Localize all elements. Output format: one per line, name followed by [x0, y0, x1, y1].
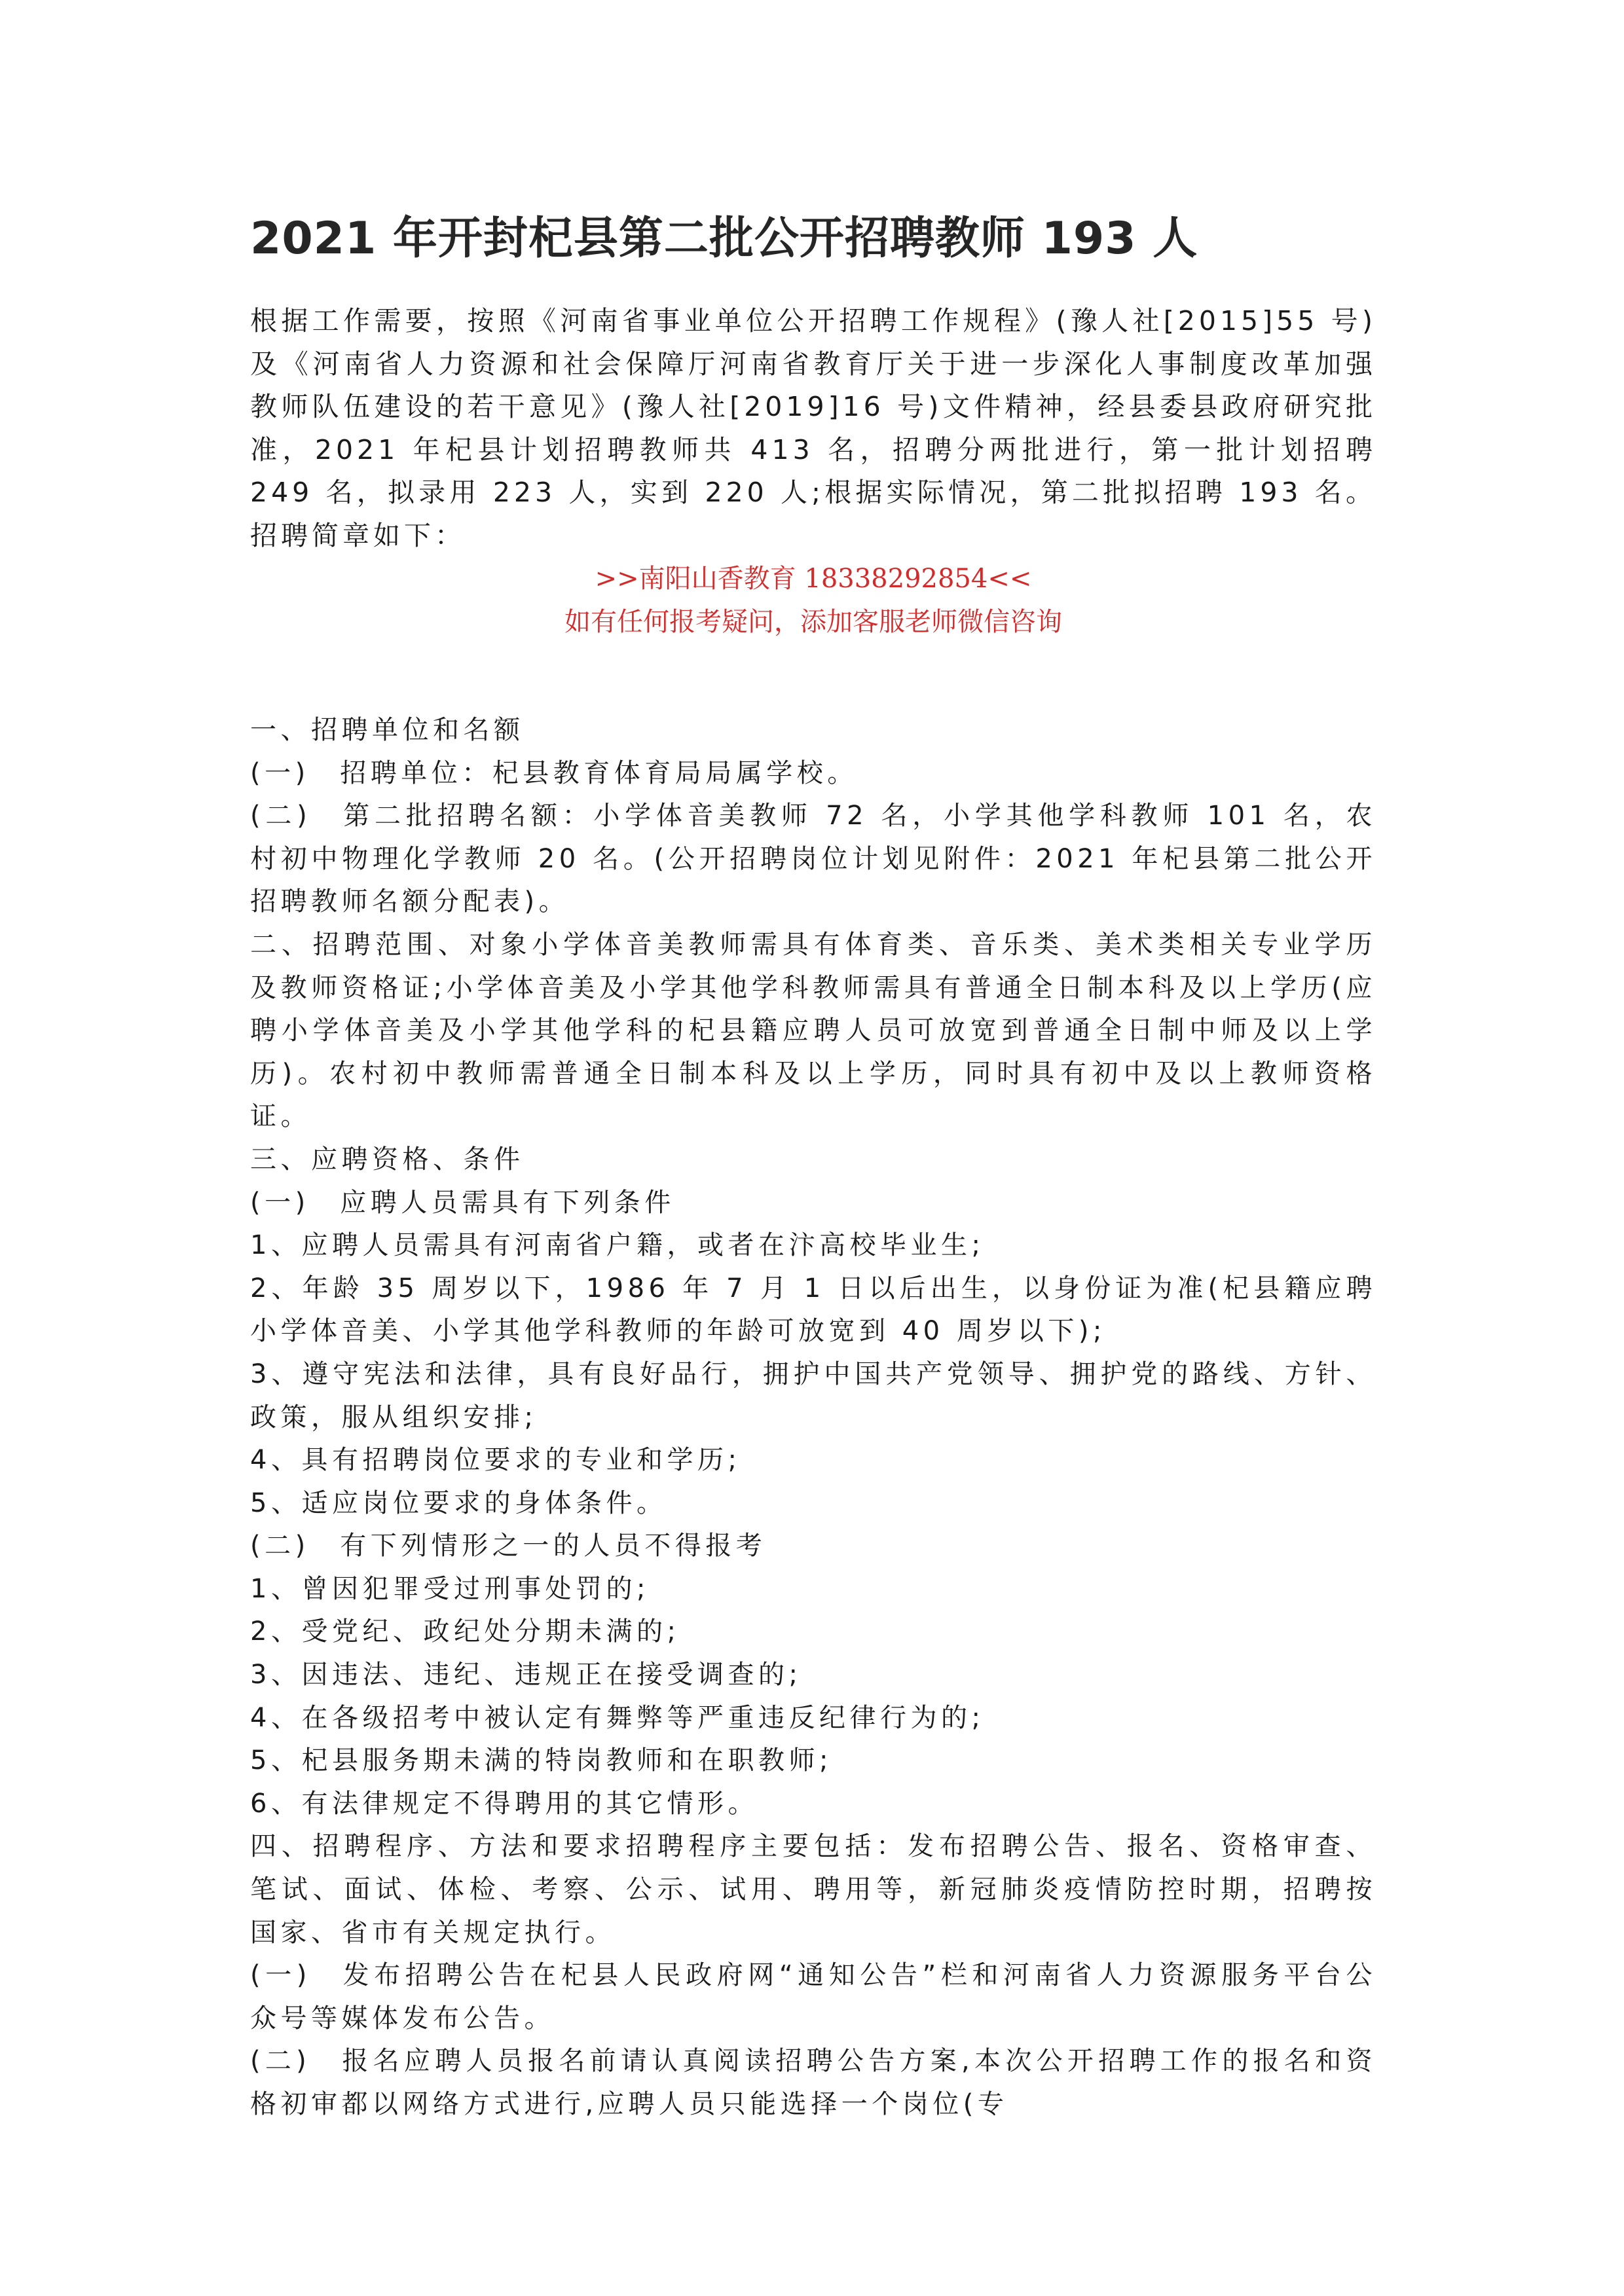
paragraph: (二) 报名应聘人员报名前请认真阅读招聘公告方案,本次公开招聘工作的报名和资格初审都以网络方式进行,应聘人员只能选择一个岗位(专 [250, 2046, 1376, 2119]
list-item: 3、遵守宪法和法律，具有良好品行，拥护中国共产党领导、拥护党的路线、方针、政策，服从组织安排; [250, 1358, 1376, 1432]
page-title: 2021 年开封杞县第二批公开招聘教师 193 人 [250, 213, 1198, 264]
list-item: 3、因违法、违纪、违规正在接受调查的; [250, 1660, 802, 1690]
list-item: 1、应聘人员需具有河南省户籍，或者在汴高校毕业生; [250, 1230, 985, 1261]
section-heading-units: 一、招聘单位和名额 [250, 715, 525, 745]
section-heading-qualifications: 三、应聘资格、条件 [250, 1144, 525, 1175]
paragraph: (一) 应聘人员需具有下列条件 [250, 1187, 675, 1218]
promo-wechat-line: 如有任何报考疑问，添加客服老师微信咨询 [564, 607, 1062, 637]
paragraph: (二) 第二批招聘名额：小学体音美教师 72 名，小学其他学科教师 101 名，农村初中物理化学教师 20 名。(公开招聘岗位计划见附件：2021 年杞县第二批公开招聘教师名额分配表)。 [250, 801, 1376, 917]
section-heading-scope: 二、招聘范围、对象小学体音美教师需具有体育类、音乐类、美术类相关专业学历及教师资格证;小学体音美及小学其他学科教师需具有普通全日制本科及以上学历(应聘小学体音美及小学其他学科的杞县籍应聘人员可放宽到普通全日制中师及以上学历)。农村初中教师需普通全日制本科及以上学历，同时具有初中及以上教师资格证。 [250, 929, 1376, 1132]
paragraph: (一) 招聘单位：杞县教育体育局局属学校。 [250, 757, 858, 788]
paragraph: (二) 有下列情形之一的人员不得报考 [250, 1531, 767, 1561]
list-item: 4、具有招聘岗位要求的专业和学历; [250, 1445, 741, 1476]
document-page [250, 210, 1376, 2126]
list-item: 2、年龄 35 周岁以下，1986 年 7 月 1 日以后出生，以身份证为准(杞县籍应聘小学体音美、小学其他学科教师的年龄可放宽到 40 周岁以下); [250, 1273, 1376, 1347]
list-item: 4、在各级招考中被认定有舞弊等严重违反纪律行为的; [250, 1702, 985, 1733]
section-heading-procedure: 四、招聘程序、方法和要求招聘程序主要包括：发布招聘公告、报名、资格审查、笔试、面试、体检、考察、公示、试用、聘用等，新冠肺炎疫情防控时期，招聘按国家、省市有关规定执行。 [250, 1831, 1376, 1948]
promo-contact-line: >>南阳山香教育 18338292854<< [595, 564, 1032, 594]
promo-block [250, 557, 1376, 644]
document-body [250, 709, 1376, 2126]
list-item: 2、受党纪、政纪处分期未满的; [250, 1616, 680, 1647]
intro-paragraph: 根据工作需要，按照《河南省事业单位公开招聘工作规程》(豫人社[2015]55 号)及《河南省人力资源和社会保障厅河南省教育厅关于进一步深化人事制度改革加强教师队伍建设的若干意见》(豫人社[2019]16 号)文件精神，经县委县政府研究批准，2021 年杞县计划招聘教师共 413 名，招聘分两批进行，第一批计划招聘 249 名，拟录用 223 人，实到 220 人;根据实际情况，第二批拟招聘 193 名。招聘简章如下： [250, 305, 1376, 551]
list-item: 1、曾因犯罪受过刑事处罚的; [250, 1573, 650, 1604]
list-item: 6、有法律规定不得聘用的其它情形。 [250, 1788, 758, 1819]
list-item: 5、适应岗位要求的身体条件。 [250, 1487, 667, 1518]
paragraph: (一) 发布招聘公告在杞县人民政府网“通知公告”栏和河南省人力资源服务平台公众号等媒体发布公告。 [250, 1960, 1376, 2033]
section-spacer [250, 644, 1376, 709]
list-item: 5、杞县服务期未满的特岗教师和在职教师; [250, 1745, 832, 1776]
